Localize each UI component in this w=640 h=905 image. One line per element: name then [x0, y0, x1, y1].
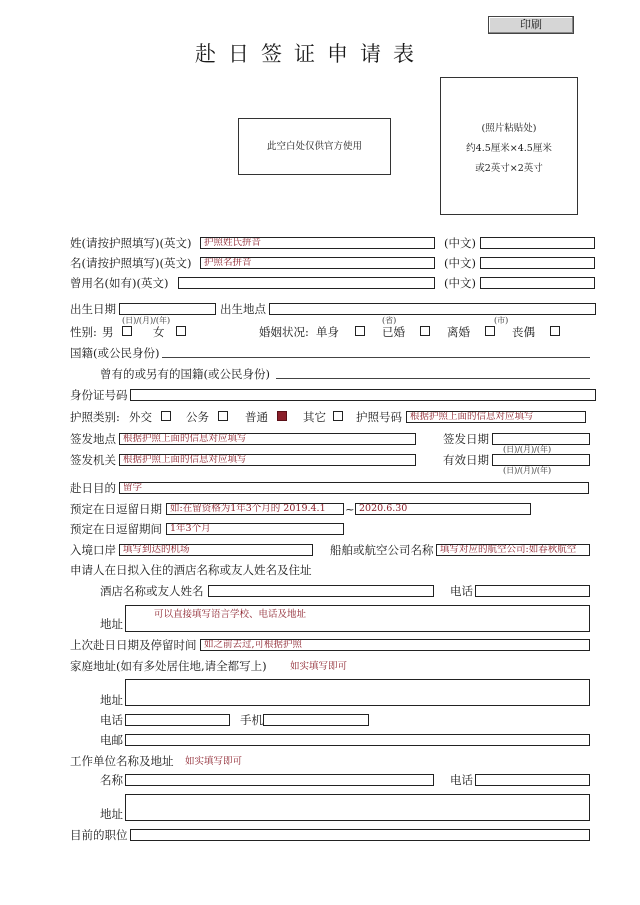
- birth-place-input[interactable]: [269, 303, 596, 315]
- stay-length-label: 预定在日逗留期间: [70, 522, 162, 536]
- expiry-date-label: 有效日期: [443, 453, 489, 467]
- hotel-section-label: 申请人在日拟入住的酒店名称或友人姓名及住址: [70, 563, 312, 577]
- id-number-input[interactable]: [130, 389, 596, 401]
- gender-female-checkbox[interactable]: [176, 326, 186, 336]
- former-name-input[interactable]: [178, 277, 435, 289]
- home-email-input[interactable]: [125, 734, 590, 746]
- issue-date-input[interactable]: [492, 433, 590, 445]
- expiry-date-hint: (日)/(月)/(年): [503, 466, 552, 475]
- id-number-label: 身份证号码: [70, 388, 128, 402]
- marital-widowed-checkbox[interactable]: [550, 326, 560, 336]
- page-title: 赴日签证申请表: [195, 42, 426, 66]
- passport-other-label: 其它: [303, 410, 326, 424]
- work-name-label: 名称: [100, 773, 123, 787]
- work-address-label: 地址: [100, 807, 123, 821]
- marital-divorced-label: 离婚: [447, 325, 470, 339]
- work-phone-input[interactable]: [475, 774, 590, 786]
- surname-label: 姓(请按护照填写)(英文): [70, 236, 192, 250]
- date-range-tilde: ~: [345, 502, 355, 516]
- hotel-address-input[interactable]: 可以直接填写语言学校、电话及地址: [125, 605, 590, 632]
- work-section-hint: 如实填写即可: [185, 756, 243, 767]
- issue-place-label: 签发地点: [70, 432, 116, 446]
- photo-caption-3: 或2英寸×2英寸: [475, 163, 543, 174]
- marital-widowed-label: 丧偶: [512, 325, 535, 339]
- surname-input[interactable]: 护照姓氏拼音: [200, 237, 435, 249]
- work-name-input[interactable]: [125, 774, 434, 786]
- birth-date-hint: (日)/(月)/(年): [122, 316, 171, 325]
- passport-diplomatic-label: 外交: [129, 410, 152, 424]
- marital-label: 婚姻状况:: [259, 325, 309, 339]
- port-input[interactable]: 填写到达的机场: [119, 544, 313, 556]
- home-address-label: 地址: [100, 693, 123, 707]
- home-phone-input[interactable]: [125, 714, 230, 726]
- nationality-label: 国籍(或公民身份): [70, 346, 160, 360]
- passport-official-checkbox[interactable]: [218, 411, 228, 421]
- former-name-chinese-input[interactable]: [480, 277, 595, 289]
- passport-ordinary-checkbox[interactable]: [277, 411, 287, 421]
- home-phone-label: 电话: [100, 713, 123, 727]
- position-label: 目前的职位: [70, 828, 128, 842]
- photo-caption-2: 约4.5厘米×4.5厘米: [466, 143, 552, 154]
- surname-chinese-label: (中文): [444, 236, 476, 250]
- airline-input[interactable]: 填写对应的航空公司:如春秋航空: [436, 544, 590, 556]
- gender-label: 性别:: [70, 325, 97, 339]
- hotel-phone-input[interactable]: [475, 585, 590, 597]
- former-name-label: 曾用名(如有)(英文): [70, 276, 169, 290]
- arrival-date-input[interactable]: 如:在留资格为1年3个月的 2019.4.1: [166, 503, 344, 515]
- photo-caption-1: (照片粘贴处): [481, 123, 537, 134]
- passport-type-label: 护照类别:: [70, 410, 120, 424]
- passport-other-checkbox[interactable]: [333, 411, 343, 421]
- birth-place-label: 出生地点: [220, 302, 266, 316]
- authority-input[interactable]: 根据护照上面的信息对应填写: [119, 454, 416, 466]
- departure-date-input[interactable]: 2020.6.30: [355, 503, 531, 515]
- passport-official-label: 公务: [186, 410, 209, 424]
- home-section-hint: 如实填写即可: [290, 661, 348, 672]
- gender-female-label: 女: [153, 325, 165, 339]
- given-name-input[interactable]: 护照名拼音: [200, 257, 435, 269]
- work-address-input[interactable]: [125, 794, 590, 821]
- purpose-input[interactable]: 留学: [119, 482, 589, 494]
- stay-length-input[interactable]: 1年3个月: [166, 523, 344, 535]
- city-hint: (市): [494, 316, 509, 325]
- birth-date-input[interactable]: [119, 303, 216, 315]
- authority-label: 签发机关: [70, 453, 116, 467]
- home-section-label: 家庭地址(如有多处居住地,请全都写上): [70, 659, 267, 673]
- arrival-date-label: 预定在日逗留日期: [70, 502, 162, 516]
- hotel-name-input[interactable]: [208, 585, 434, 597]
- passport-number-input[interactable]: 根据护照上面的信息对应填写: [406, 411, 586, 423]
- issue-date-label: 签发日期: [443, 432, 489, 446]
- given-name-chinese-label: (中文): [444, 256, 476, 270]
- province-hint: (省): [382, 316, 397, 325]
- marital-married-checkbox[interactable]: [420, 326, 430, 336]
- given-name-label: 名(请按护照填写)(英文): [70, 256, 192, 270]
- home-mobile-label: 手机: [240, 713, 263, 727]
- birth-date-label: 出生日期: [70, 302, 116, 316]
- airline-label: 船舶或航空公司名称: [330, 543, 434, 557]
- former-name-chinese-label: (中文): [444, 276, 476, 290]
- surname-chinese-input[interactable]: [480, 237, 595, 249]
- gender-male-label: 男: [102, 325, 114, 339]
- former-nationality-label: 曾有的或另有的国籍(或公民身份): [100, 367, 270, 381]
- work-phone-label: 电话: [450, 773, 473, 787]
- print-button[interactable]: 印刷: [488, 16, 574, 34]
- previous-stay-label: 上次赴日日期及停留时间: [70, 638, 197, 652]
- official-use-box: 此空白处仅供官方使用: [238, 118, 391, 175]
- home-address-input[interactable]: [125, 679, 590, 706]
- passport-ordinary-label: 普通: [245, 410, 268, 424]
- issue-place-input[interactable]: 根据护照上面的信息对应填写: [119, 433, 416, 445]
- previous-stay-input[interactable]: 如之前去过,可根据护照: [200, 639, 590, 651]
- passport-diplomatic-checkbox[interactable]: [161, 411, 171, 421]
- gender-male-checkbox[interactable]: [122, 326, 132, 336]
- former-nationality-field[interactable]: [276, 378, 590, 379]
- hotel-phone-label: 电话: [450, 584, 473, 598]
- issue-date-hint: (日)/(月)/(年): [503, 445, 552, 454]
- position-input[interactable]: [130, 829, 590, 841]
- photo-placeholder: [440, 77, 578, 215]
- port-label: 入境口岸: [70, 543, 116, 557]
- hotel-address-label: 地址: [100, 617, 123, 631]
- marital-single-checkbox[interactable]: [355, 326, 365, 336]
- home-mobile-input[interactable]: [263, 714, 369, 726]
- marital-divorced-checkbox[interactable]: [485, 326, 495, 336]
- marital-single-label: 单身: [316, 325, 339, 339]
- purpose-label: 赴日目的: [70, 481, 116, 495]
- marital-married-label: 已婚: [382, 325, 405, 339]
- nationality-field[interactable]: [162, 357, 590, 358]
- expiry-date-input[interactable]: [492, 454, 590, 466]
- work-section-label: 工作单位名称及地址: [70, 754, 174, 768]
- passport-number-label: 护照号码: [356, 410, 402, 424]
- given-name-chinese-input[interactable]: [480, 257, 595, 269]
- hotel-name-label: 酒店名称或友人姓名: [100, 584, 204, 598]
- home-email-label: 电邮: [100, 733, 123, 747]
